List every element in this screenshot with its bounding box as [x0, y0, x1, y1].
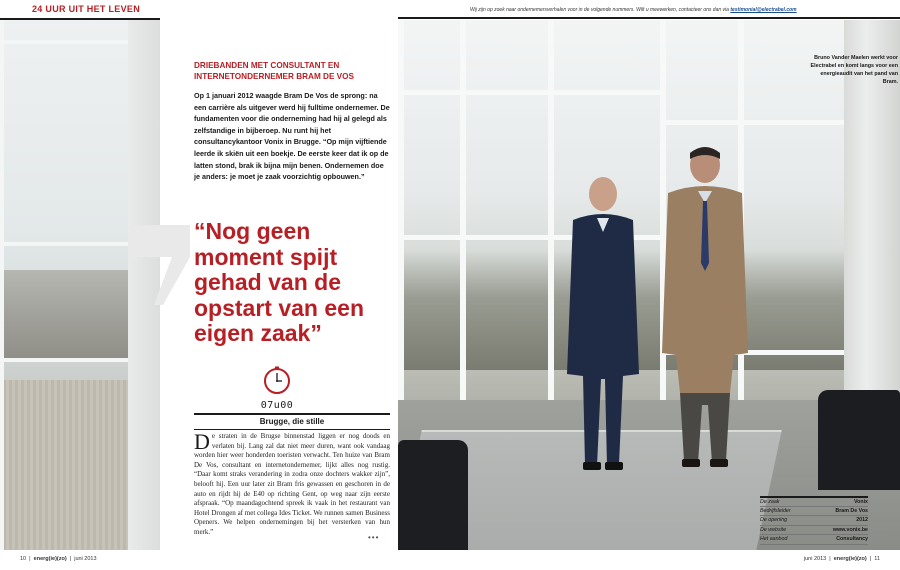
article-intro: Op 1 januari 2012 waagde Bram De Vos de sprong: na een carrière als uitgever werd hij fulltime ondernemer. De fundamenten voor die onderneming had hij al gelegd als zelfstandige in bijberoep. Nu runt hij het consultancykantoor Vonix in Brugge. “Op mijn vijftiende leerde ik skiën uit een boekje. De eerste keer dat ik op de latten stond, brak ik bijna mijn benen. Ondernemen doe je anders: je moet je zaak voorzichtig opbouwen.”: [194, 91, 390, 182]
facts-value: 2012: [856, 517, 868, 524]
body-text: e straten in de Brugse binnenstad liggen er nog doods en verlaten bij. Lang zal dat niet meer duren, want ook vandaag worden hier weer honderden toeristen verwacht. Ten huize van Bram De Vos, consultant en internetondernemer, lijkt alles nog rustig. “Daar komt straks verandering in zodra onze dochters wakker zijn”, belooft hij. Een uur later zit Bram fris gewassen en geschoren in de auto en rijdt hij de E40 op richting Gent, op weg naar zijn eerste afspraak. “Op maandagochtend spreek ik vaak in het restaurant van Hotel Drongen af met collega Ides Ticket. We runnen samen Business Openers. We helpen ondernemingen bij het versterken van hun merk.”: [194, 432, 390, 536]
article-column: [170, 20, 392, 550]
facts-row: [760, 526, 868, 535]
article-kicker: DRIEBANDEN MET CONSULTANT EN INTERNETONDERNEMER BRAM DE VOS: [194, 61, 354, 81]
section-label: 24 UUR UIT HET LEVEN: [32, 4, 141, 14]
magazine-brand-left: energ(ie)(zo): [33, 556, 67, 562]
left-window-photo: [0, 20, 160, 550]
time-label: 07u00: [260, 400, 294, 411]
article-body: [194, 429, 390, 538]
tagline-text: Wij zijn op zoek naar ondernemersverhalen voor in de volgende nummers. Wilt u meewerken, contacteer ons dan via: [470, 7, 729, 13]
company-facts-box: [760, 496, 868, 545]
person-bruno-vander-maelen: [650, 143, 760, 473]
facts-value-website-link[interactable]: www.vonix.be: [832, 526, 868, 533]
photo-caption: Bruno Vander Maelen werkt voor Electrabel en komt langs voor een energieaudit van het pand van Bram.: [810, 55, 898, 85]
tagline-email-link[interactable]: testimonial@electrabel.com: [730, 7, 797, 13]
magazine-brand-right: energ(ie)(zo): [833, 556, 867, 562]
facts-row: [760, 535, 868, 544]
facts-row: [760, 516, 868, 525]
facts-key: De website: [760, 526, 787, 533]
header-rule-right: [398, 17, 900, 19]
folio-right: juni 2013 | energ(ie)(zo) | 11: [803, 556, 880, 562]
continue-marker: •••: [368, 533, 380, 542]
person-bram-de-vos: [553, 174, 653, 474]
facts-row: [760, 498, 868, 507]
facts-value: Bram De Vos: [835, 507, 868, 514]
facts-key: De zaak: [760, 498, 780, 505]
drop-cap: D: [194, 429, 210, 454]
header-tagline: [470, 7, 797, 13]
facts-row: [760, 507, 868, 516]
facts-key: De opening: [760, 517, 788, 524]
clock-icon: [263, 366, 291, 394]
folio-left: 10 | energ(ie)(zo) | juni 2013: [20, 556, 97, 562]
page-number-right: 11: [874, 556, 880, 562]
subhead-rule-bottom: [194, 429, 390, 430]
section-subhead: Brugge, die stille: [259, 417, 325, 426]
issue-date-left: juni 2013: [74, 556, 97, 562]
page-footer: [0, 552, 900, 570]
facts-key: Het aanbod: [760, 536, 788, 543]
subhead-rule: [194, 413, 390, 415]
facts-key: Bedrijfsleider: [760, 507, 791, 514]
page-header: [0, 0, 900, 20]
pull-quote: “Nog geen moment spijt gehad van de opstart van een eigen zaak”: [194, 218, 364, 346]
facts-value: Vonix: [853, 498, 868, 505]
issue-date-right: juni 2013: [803, 556, 827, 562]
page-number-left: 10: [20, 556, 27, 562]
facts-value: Consultancy: [836, 536, 868, 543]
